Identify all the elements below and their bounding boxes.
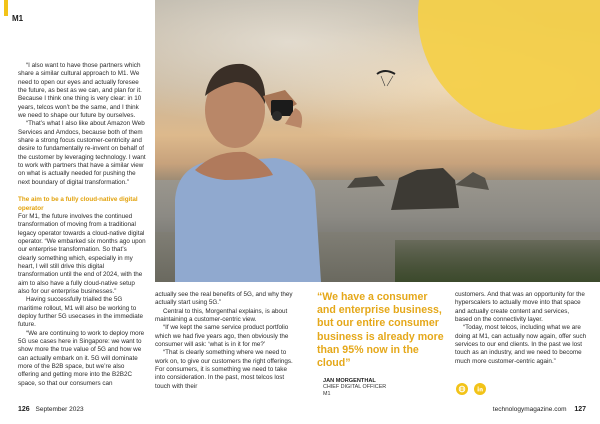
- paragraph: For M1, the future involves the continued transformation of moving from a traditional legacy operator towards a cloud-native digital operator. “We embarked six months ago upon our enterprise transformation. So that’s clearly something which, especially in my heart, I will still drive this digital transformation until the end of 2024, with the aim to also have a fully cloud-native setup also for our enterprise businesses.”: [18, 212, 146, 295]
- article-column-2: [155, 291, 293, 391]
- paragraph: Having successfully trialled the 5G maritime rollout, M1 will also be working to deploy further 5G usecases in the immediate future.: [18, 296, 143, 329]
- footer-left: [18, 406, 84, 413]
- footer-right: [493, 406, 586, 413]
- attribution-title: CHIEF DIGITAL OFFICER: [323, 384, 387, 390]
- quote-attribution: [323, 378, 443, 398]
- article-column-1: [18, 62, 146, 388]
- paragraph: “If we kept the same service product portfolio which we had five years ago, then obviously the consumer will ask: ‘what is in it for me?’: [155, 324, 289, 349]
- linkedin-icon[interactable]: [474, 383, 486, 395]
- paragraph: “That’s what I also like about Amazon Web Services and Amdocs, because both of them share a strong focus customer-centricity and desire to fundamentally re-invent on behalf of the customer by leveraging technology. I want to work with partners that have a similar view on what is actually needed for pushing the next boundary of digital transformation.”: [18, 120, 146, 186]
- attribution-name: JAN MORGENTHAL: [323, 378, 376, 384]
- paragraph: Central to this, Morgenthal explains, is about maintaining a customer-centric view.: [155, 307, 288, 324]
- pull-quote: “We have a consumer and enterprise business, but our entire consumer business is already more than 95% now in the cloud”: [317, 291, 444, 370]
- website-url: technologymagazine.com: [492, 406, 567, 413]
- website-icon[interactable]: [456, 383, 468, 395]
- paragraph: “Today, most telcos, including what we are doing at M1, can actually now again, offer such services to our end clients. In the past we lost touch as an industry, and we need to become much more customer-centric again.”: [455, 324, 587, 365]
- attribution-org: M1: [323, 391, 331, 397]
- issue-date: September 2023: [35, 406, 84, 413]
- article-column-4: [455, 291, 587, 366]
- paragraph: “I also want to have those partners which share a similar cultural approach to M1. We need to open our eyes and actually foresee the future, as best as we can, and plan for it. Because I think one thing is very clear: in 10 years, telcos won’t be the same, and I think we need to shape our future by ourselves.: [18, 62, 142, 120]
- social-icons: [456, 383, 486, 395]
- section-tag: M1: [12, 14, 24, 23]
- paragraph: actually see the real benefits of 5G, and why they actually start using 5G.”: [155, 291, 293, 307]
- paragraph: “That is clearly something where we need to work on, to give our customers the right offerings. For consumers, it is something we need to take into consideration. In the past, most telcos lost touch with their: [155, 349, 293, 390]
- paragraph: customers. And that was an opportunity for the hyperscalers to actually move into that space and actually create content and services, based on the connectivity layer.: [455, 291, 585, 324]
- subheading: The aim to be a fully cloud-native digital operator: [18, 196, 138, 212]
- section-accent-bar: [4, 0, 8, 16]
- paragraph: “We are continuing to work to deploy more 5G use cases here in Singapore: we want to show more the true value of 5G and how we can actually embark on it. 5G will dominate more of the B2B space, but we’re also offering and getting more into the B2B2C space, so that our consumers can: [18, 329, 145, 387]
- page-number-right: 127: [574, 406, 586, 413]
- page-number-left: 126: [18, 406, 30, 413]
